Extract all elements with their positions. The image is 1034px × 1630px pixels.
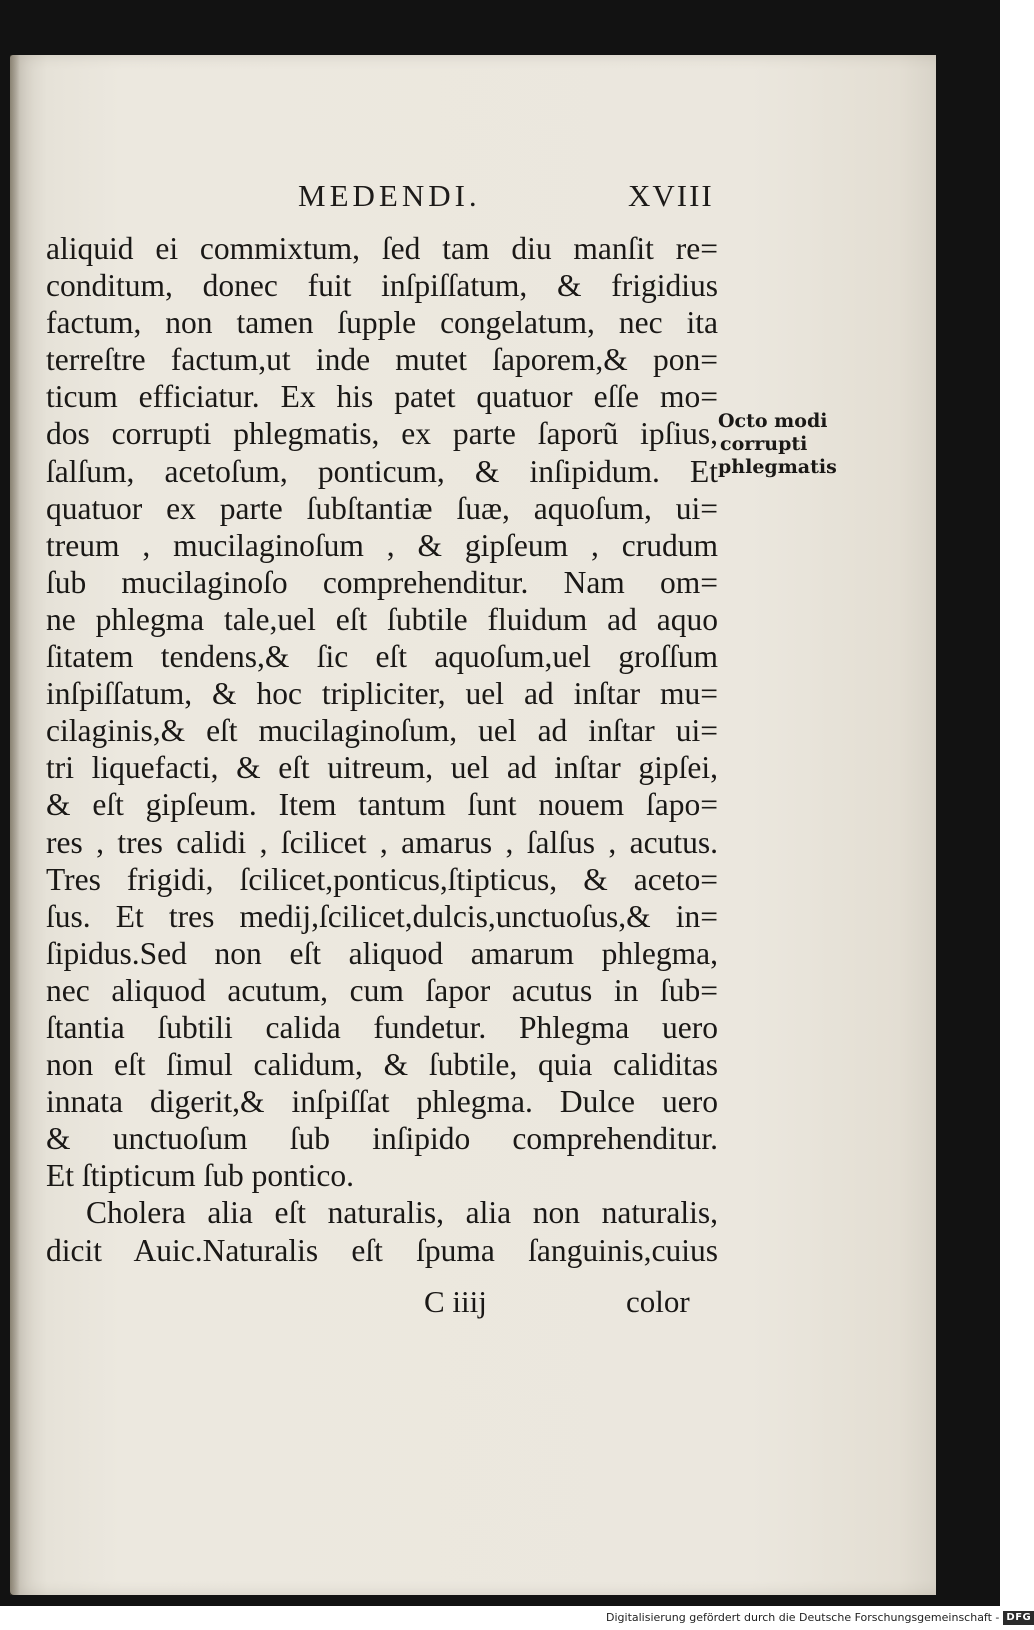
text-line: non eſt ſimul calidum, & ſubtile, quia caliditas <box>46 1047 718 1083</box>
text-line: & eſt gipſeum. Item tantum ſunt nouem ſapo= <box>46 787 718 823</box>
digitization-credit <box>606 1609 1034 1627</box>
text-line: aliquid ei commixtum, ſed tam diu manſit re= <box>46 231 718 266</box>
page-footer <box>0 1284 1000 1324</box>
credit-text: Digitalisierung gefördert durch die Deutsche Forschungsgemeinschaft - <box>606 1611 1000 1624</box>
text-line: terreſtre factum,ut inde mutet ſaporem,& pon= <box>46 342 718 378</box>
text-line: & unctuoſum ſub inſipido comprehenditur. <box>46 1121 718 1157</box>
text-line: treum , mucilaginoſum , & gipſeum , crudum <box>46 527 718 563</box>
marginal-note-line: phlegmatis <box>718 456 837 478</box>
running-title: MEDENDI. <box>298 178 481 213</box>
main-text-block <box>46 230 718 1269</box>
text-line: tri liquefacti, & eſt uitreum, uel ad inſtar gipſei, <box>46 750 718 786</box>
dfg-logo-icon: DFG <box>1003 1611 1034 1625</box>
running-head <box>0 178 1000 218</box>
text-line: ſipidus.Sed non eſt aliquod amarum phlegma, <box>46 935 718 971</box>
text-line: dicit Auic.Naturalis eſt ſpuma ſanguinis,cuius <box>46 1232 718 1268</box>
catchword: color <box>626 1284 690 1319</box>
text-line: res , tres calidi , ſcilicet , amarus , ſalſus , acutus. <box>46 824 718 860</box>
text-line: innata digerit,& inſpiſſat phlegma. Dulce uero <box>46 1084 718 1120</box>
text-line: Tres frigidi, ſcilicet,ponticus,ſtipticus, & aceto= <box>46 861 718 897</box>
text-line: dos corrupti phlegmatis, ex parte ſaporũ ipſius, <box>46 416 718 452</box>
text-line: conditum, donec fuit inſpiſſatum, & frigidius <box>46 268 718 304</box>
text-line: ticum efficiatur. Ex his patet quatuor eſſe mo= <box>46 379 718 415</box>
text-line: Et ſtipticum ſub pontico. <box>46 1158 354 1194</box>
text-line: ſus. Et tres medij,ſcilicet,dulcis,unctuoſus,& in= <box>46 898 718 934</box>
text-line: ſub mucilaginoſo comprehenditur. Nam om= <box>46 564 718 600</box>
spine-shadow <box>10 55 20 1595</box>
text-line: ſalſum, acetoſum, ponticum, & inſipidum. Et <box>46 453 718 489</box>
text-line: cilaginis,& eſt mucilaginoſum, uel ad inſtar ui= <box>46 713 718 749</box>
text-line: quatuor ex parte ſubſtantiæ ſuæ, aquoſum, ui= <box>46 490 718 526</box>
marginal-note <box>718 410 848 479</box>
text-line: ſitatem tendens,& ſic eſt aquoſum,uel groſſum <box>46 639 718 675</box>
text-line: inſpiſſatum, & hoc tripliciter, uel ad inſtar mu= <box>46 676 718 712</box>
marginal-note-line: corrupti <box>720 433 808 455</box>
folio-number: XVIII <box>628 178 714 213</box>
text-line: nec aliquod acutum, cum ſapor acutus in ſub= <box>46 972 718 1008</box>
text-line: factum, non tamen ſupple congelatum, nec ita <box>46 305 718 341</box>
paragraph-start-line: Cholera alia eſt naturalis, alia non naturalis, <box>86 1195 718 1231</box>
signature-mark: C iiij <box>424 1284 487 1319</box>
text-line: ſtantia ſubtili calida fundetur. Phlegma uero <box>46 1009 718 1045</box>
text-line: ne phlegma tale,uel eſt ſubtile fluidum ad aquo <box>46 601 718 637</box>
marginal-note-line: Octo modi <box>718 410 828 432</box>
